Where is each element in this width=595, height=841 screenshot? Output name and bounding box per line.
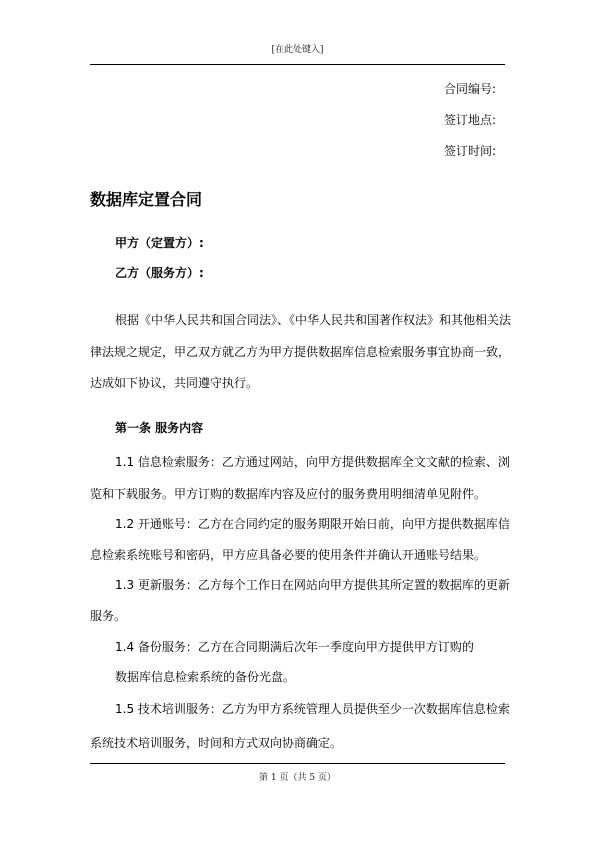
clause-line: 息检索系统账号和密码，甲方应具备必要的使用条件并确认开通账号结果。 [90, 548, 487, 562]
sign-place-label: 签订地点: [444, 113, 497, 127]
clause-line: 1.5 技术培训服务：乙方为甲方系统管理人员提供至少一次数据库信息检索 [115, 702, 510, 716]
party-b-label: 乙方（服务方）: [115, 266, 204, 280]
header-divider [90, 64, 505, 65]
clause-line: 数据库信息检索系统的备份光盘。 [115, 670, 296, 684]
clause-line: 1.4 备份服务：乙方在合同期满后次年一季度向甲方提供甲方订购的 [115, 640, 474, 654]
preamble-line: 根据《中华人民共和国合同法》、《中华人民共和国著作权法》和其他相关法 [115, 313, 512, 327]
party-a-label: 甲方（定置方）: [115, 236, 204, 250]
preamble-line: 达成如下协议，共同遵守执行。 [90, 376, 259, 390]
sign-time-label: 签订时间: [444, 144, 497, 158]
clause-line: 1.1 信息检索服务：乙方通过网站，向甲方提供数据库全文文献的检索、浏 [115, 455, 510, 469]
clause-line: 1.2 开通账号：乙方在合同约定的服务期限开始日前，向甲方提供数据库信 [115, 517, 510, 531]
contract-number-label: 合同编号: [444, 82, 497, 96]
clause-line: 1.3 更新服务：乙方每个工作日在网站向甲方提供其所定置的数据库的更新 [115, 578, 510, 592]
page-footer: 第 1 页（共 5 页） [259, 773, 336, 783]
clause-line: 系统技术培训服务，时间和方式双向协商确定。 [90, 736, 343, 750]
preamble-line: 律法规之规定，甲乙双方就乙方为甲方提供数据库信息检索服务事宜协商一致， [90, 345, 511, 359]
page-header: [在此处键入] [271, 45, 324, 55]
footer-divider [90, 763, 505, 764]
clause-line: 览和下载服务。甲方订购的数据库内容及应付的服务费用明细清单见附件。 [90, 487, 487, 501]
document-title: 数据库定置合同 [90, 190, 203, 209]
section-heading: 第一条 服务内容 [115, 421, 204, 435]
clause-line: 服务。 [90, 609, 127, 623]
